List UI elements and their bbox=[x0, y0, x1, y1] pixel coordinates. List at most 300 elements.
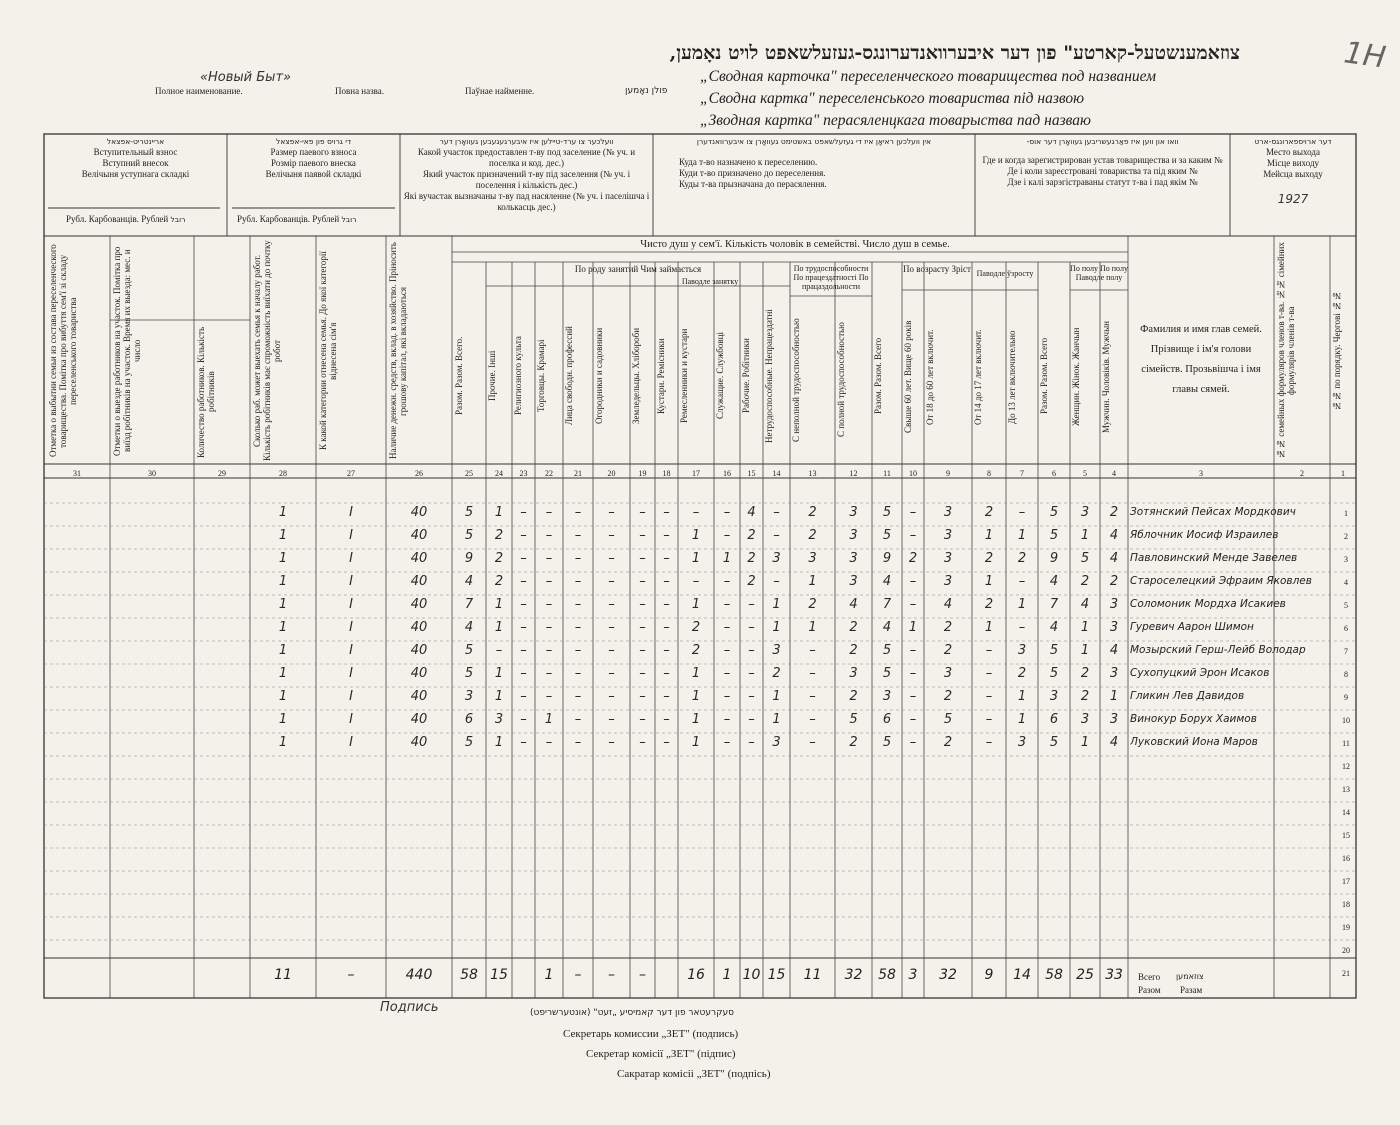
cell-c16: – bbox=[723, 689, 731, 704]
group-by-occupation-by: Паводле занятку bbox=[681, 277, 739, 286]
cell-c25: 5 bbox=[464, 528, 474, 543]
cell-c22: – bbox=[545, 551, 553, 566]
cell-c28: 1 bbox=[278, 689, 288, 704]
entry-fee-ru: Вступительный взнос bbox=[93, 147, 178, 157]
cell-c21: – bbox=[574, 735, 582, 750]
cell-c9: 2 bbox=[943, 620, 953, 635]
family-head-name: Гликин Лев Давидов bbox=[1130, 690, 1245, 702]
departure-by: Мейсца выходу bbox=[1263, 169, 1323, 179]
cell-c8: – bbox=[985, 689, 993, 704]
cell-c10: 1 bbox=[908, 620, 918, 635]
cell-c12: 2 bbox=[849, 689, 858, 704]
cell-c4: 4 bbox=[1109, 528, 1119, 543]
col-24-label: Прочие. Інші bbox=[487, 350, 497, 402]
registration-ru: Где и когда зарегистрирован устав товарищества и за каким № bbox=[982, 155, 1223, 165]
cell-c22: – bbox=[545, 643, 553, 658]
cell-c6: 7 bbox=[1049, 597, 1059, 612]
cell-c10: – bbox=[909, 505, 917, 520]
title-yiddish: צוזאמענשטעל-קארטע" פון דער איבערוואנדערונגס-געזעלשאפט לויט נאָמען, bbox=[669, 42, 1240, 64]
plot-ru: Какой участок предоставлен т-ву под заселение (№ уч. и поселка и код. дес.) bbox=[417, 147, 636, 168]
cell-c18: – bbox=[663, 574, 670, 589]
totals-label-ua: Разом bbox=[1138, 985, 1161, 995]
col-15-label: Рабочие. Робітники bbox=[741, 338, 751, 414]
cell-c15: – bbox=[748, 712, 755, 727]
registration-by: Дзе і калі зарэгістраваны статут т-ва і пад якім № bbox=[1007, 177, 1198, 187]
cell-c13: 1 bbox=[808, 574, 817, 589]
cell-c22: – bbox=[545, 597, 553, 612]
cell-c12: 2 bbox=[849, 620, 858, 635]
cell-c9: 3 bbox=[943, 551, 953, 566]
cell-c9: 2 bbox=[943, 735, 953, 750]
total-c5: 25 bbox=[1076, 967, 1094, 983]
total-c22: 1 bbox=[544, 967, 554, 983]
cell-c25: 4 bbox=[464, 574, 474, 589]
cell-c6: 5 bbox=[1049, 735, 1059, 750]
cell-c26: 40 bbox=[410, 735, 428, 750]
row-number: 8 bbox=[1344, 670, 1348, 679]
total-c10: 3 bbox=[908, 967, 918, 983]
row-number: 7 bbox=[1344, 647, 1348, 656]
col-13-label: С неполной трудоспособностью bbox=[791, 318, 801, 442]
col-20-label: Огородники и садовники bbox=[594, 327, 604, 425]
cell-c15: 2 bbox=[747, 528, 756, 543]
cell-c13: – bbox=[809, 712, 816, 727]
cell-c7: – bbox=[1018, 620, 1026, 635]
cell-c19: – bbox=[639, 643, 646, 658]
total-c28: 11 bbox=[274, 967, 292, 983]
cell-c19: – bbox=[639, 620, 646, 635]
cell-c23: – bbox=[520, 712, 527, 727]
cell-c5: 2 bbox=[1080, 689, 1090, 704]
cell-c23: – bbox=[520, 666, 527, 681]
cell-c20: – bbox=[608, 620, 615, 635]
family-head-name: Соломоник Мордха Исакиев bbox=[1130, 598, 1286, 610]
cell-c7: 3 bbox=[1017, 735, 1027, 750]
cell-c17: 1 bbox=[691, 528, 701, 543]
cell-c19: – bbox=[639, 689, 646, 704]
row-number: 9 bbox=[1344, 693, 1348, 702]
cell-c26: 40 bbox=[410, 712, 428, 727]
destination-ru: Куда т-во назначено к переселению. bbox=[679, 157, 818, 167]
total-c6: 58 bbox=[1045, 967, 1063, 983]
cell-c15: – bbox=[748, 689, 755, 704]
cell-c14: 1 bbox=[772, 597, 781, 612]
col-number: 15 bbox=[747, 469, 756, 478]
cell-c6: 4 bbox=[1049, 574, 1059, 589]
col-4-label: Мужчин. Чоловіків. Мужчын bbox=[1101, 321, 1111, 433]
col-14-label: Нетрудоспособные. Непрацездатні bbox=[764, 309, 774, 443]
cell-c9: 3 bbox=[943, 666, 953, 681]
cell-c8: 2 bbox=[984, 505, 994, 520]
plot-by: Які вучастак вызначаны т-ву пад насяленне (№ уч. і паселішча і колькасць дес.) bbox=[403, 191, 650, 212]
cell-c23: – bbox=[520, 597, 527, 612]
cell-c22: – bbox=[545, 574, 553, 589]
cell-c27: I bbox=[349, 712, 353, 727]
col-16-label: Служащие. Службовці bbox=[715, 332, 725, 420]
col-26-label: Наличие денежн. средств, вклад. в хозяйство. Пріносить грошову капітал, які вкладаються bbox=[388, 242, 408, 460]
col-7-label: До 13 лет включительно bbox=[1007, 330, 1017, 424]
registration-yi: וואו און ווען איז פאַרגעשריבען געוואָרן דער אוס- bbox=[1026, 137, 1179, 146]
destination-yi: אין וועלכען ראיאָן איז די געזעלשאפט באשטימט געוואָרן צו איבערוואנדערן bbox=[696, 137, 932, 146]
cell-c10: – bbox=[909, 689, 917, 704]
cell-c6: 5 bbox=[1049, 643, 1059, 658]
cell-c4: 3 bbox=[1109, 712, 1119, 727]
entry-fee-unit: Рубл. Карбованців. Рублей bbox=[66, 214, 169, 224]
total-c7: 14 bbox=[1013, 967, 1031, 983]
total-c16: 1 bbox=[722, 967, 732, 983]
cell-c17: 1 bbox=[691, 666, 701, 681]
cell-c17: 1 bbox=[691, 689, 701, 704]
col-30-label: Отметки о выезде работников на участок. Помітка про виїзд робітників на участок. Время их выезда: мес. и число bbox=[112, 246, 142, 456]
cell-c20: – bbox=[608, 505, 615, 520]
cell-c20: – bbox=[608, 551, 615, 566]
col-number: 12 bbox=[849, 469, 858, 478]
cell-c18: – bbox=[663, 551, 670, 566]
col-number: 2 bbox=[1300, 469, 1304, 478]
entry-fee-yi: אריינטריט-אפצאל bbox=[106, 137, 165, 146]
cell-c23: – bbox=[520, 735, 527, 750]
handwritten-signature: Подпись bbox=[380, 1000, 439, 1015]
cell-c26: 40 bbox=[410, 551, 428, 566]
cell-c5: 3 bbox=[1080, 712, 1090, 727]
destination-by: Куды т-ва прызначана до перасялення. bbox=[679, 179, 827, 189]
col-2-label: №№ семейных формуляров членов т-ва. №№ сімейних формулярів членів т-ва bbox=[1276, 242, 1296, 460]
cell-c18: – bbox=[663, 597, 670, 612]
cell-c6: 5 bbox=[1049, 666, 1059, 681]
cell-c25: 7 bbox=[464, 597, 474, 612]
cell-c13: 2 bbox=[808, 505, 817, 520]
cell-c18: – bbox=[663, 528, 670, 543]
cell-c18: – bbox=[663, 735, 670, 750]
cell-c24: 1 bbox=[494, 620, 504, 635]
destination-ua: Куди т-во призначено до переселення. bbox=[679, 168, 826, 178]
cell-c16: – bbox=[723, 712, 731, 727]
col-number: 9 bbox=[946, 469, 950, 478]
cell-c8: – bbox=[985, 712, 993, 727]
cell-c20: – bbox=[608, 689, 615, 704]
row-number: 16 bbox=[1342, 854, 1350, 863]
cell-c13: 2 bbox=[808, 597, 817, 612]
cell-c22: – bbox=[545, 666, 553, 681]
cell-c6: 5 bbox=[1049, 528, 1059, 543]
cell-c13: – bbox=[809, 666, 816, 681]
cell-c26: 40 bbox=[410, 620, 428, 635]
cell-c12: 3 bbox=[849, 505, 858, 520]
cell-c12: 3 bbox=[849, 528, 858, 543]
cell-c20: – bbox=[608, 528, 615, 543]
cell-c22: – bbox=[545, 505, 553, 520]
cell-c4: 2 bbox=[1109, 505, 1119, 520]
cell-c28: 1 bbox=[278, 528, 288, 543]
cell-c16: – bbox=[723, 597, 731, 612]
col-22-label: Торговцы. Крамарі bbox=[536, 339, 546, 413]
cell-c20: – bbox=[608, 712, 615, 727]
col-5-label: Женщин. Жінок. Жанчын bbox=[1071, 327, 1081, 427]
cell-c11: 4 bbox=[882, 574, 892, 589]
destination-box bbox=[653, 134, 975, 236]
cell-c14: – bbox=[773, 505, 780, 520]
cell-c16: – bbox=[723, 574, 731, 589]
share-fee-ua: Розмір паевого внеска bbox=[271, 158, 356, 168]
family-head-name: Староселецкий Эфраим Яковлев bbox=[1130, 575, 1312, 587]
col-number: 14 bbox=[772, 469, 781, 478]
cell-c8: 2 bbox=[984, 597, 994, 612]
cell-c10: – bbox=[909, 666, 917, 681]
cell-c28: 1 bbox=[278, 620, 288, 635]
cell-c26: 40 bbox=[410, 574, 428, 589]
total-c4: 33 bbox=[1105, 967, 1123, 983]
total-c25: 58 bbox=[460, 967, 478, 983]
cell-c11: 9 bbox=[882, 551, 892, 566]
cell-c24: 3 bbox=[494, 712, 504, 727]
cell-c5: 1 bbox=[1080, 643, 1090, 658]
cell-c11: 5 bbox=[882, 735, 892, 750]
cell-c4: 4 bbox=[1109, 551, 1119, 566]
cell-c14: 3 bbox=[772, 643, 781, 658]
cell-c15: 2 bbox=[747, 551, 756, 566]
total-c27: – bbox=[347, 967, 355, 983]
cell-c26: 40 bbox=[410, 643, 428, 658]
total-c24: 15 bbox=[490, 967, 508, 983]
cell-c20: – bbox=[608, 597, 615, 612]
cell-c4: 3 bbox=[1109, 620, 1119, 635]
departure-ru: Место выхода bbox=[1266, 147, 1320, 157]
cell-c20: – bbox=[608, 666, 615, 681]
cell-c11: 4 bbox=[882, 620, 892, 635]
plot-box bbox=[400, 134, 653, 236]
col-12-label: С полной трудоспособностью bbox=[836, 322, 846, 438]
cell-c19: – bbox=[639, 528, 646, 543]
cell-c4: 4 bbox=[1109, 643, 1119, 658]
total-c8: 9 bbox=[984, 967, 994, 983]
row-number: 4 bbox=[1344, 578, 1348, 587]
cell-c9: 3 bbox=[943, 528, 953, 543]
title-russian: „Сводная карточка" переселенческого товарищества под названием bbox=[700, 68, 1157, 85]
cell-c15: – bbox=[748, 597, 755, 612]
col-9-label: От 18 до 60 лет включит. bbox=[925, 329, 935, 425]
cell-c22: – bbox=[545, 735, 553, 750]
cell-c5: 3 bbox=[1080, 505, 1090, 520]
col-28-label: Сколько раб. может выехать семья к началу работ. Кількість робітників має спроможність виїхати до почтку робот bbox=[252, 240, 282, 462]
col-19-label: Земледельцы. Хлібороби bbox=[631, 327, 641, 425]
cell-c18: – bbox=[663, 643, 670, 658]
cell-c21: – bbox=[574, 574, 582, 589]
cell-c10: – bbox=[909, 528, 917, 543]
cell-c12: 5 bbox=[849, 712, 858, 727]
row-number: 12 bbox=[1342, 762, 1350, 771]
col-number: 24 bbox=[495, 469, 503, 478]
cell-c13: – bbox=[809, 735, 816, 750]
cell-c19: – bbox=[639, 551, 646, 566]
share-fee-unit: Рубл. Карбованців. Рублей bbox=[237, 214, 340, 224]
col-29-label: Количество работников. Кількість робітників bbox=[196, 326, 216, 458]
col-number: 22 bbox=[545, 469, 553, 478]
entry-fee-unit-yi: רובל bbox=[170, 215, 186, 224]
caption-full-yi: פולן נאָמען bbox=[625, 86, 668, 96]
col-number: 21 bbox=[574, 469, 582, 478]
cell-c18: – bbox=[663, 689, 670, 704]
cell-c16: – bbox=[723, 643, 731, 658]
cell-c14: – bbox=[773, 528, 780, 543]
cell-c5: 1 bbox=[1080, 620, 1090, 635]
cell-c26: 40 bbox=[410, 505, 428, 520]
row-number: 19 bbox=[1342, 923, 1350, 932]
cell-c6: 6 bbox=[1049, 712, 1059, 727]
family-head-name: Сухопуцкий Эрон Исаков bbox=[1130, 667, 1270, 679]
cell-c8: – bbox=[985, 735, 993, 750]
cell-c28: 1 bbox=[278, 712, 288, 727]
cell-c10: – bbox=[909, 597, 917, 612]
cell-c11: 5 bbox=[882, 505, 892, 520]
share-fee-by: Велічыня паявой складкі bbox=[265, 169, 362, 179]
col-number: 4 bbox=[1112, 469, 1116, 478]
cell-c7: 1 bbox=[1017, 689, 1027, 704]
cell-c8: 1 bbox=[984, 620, 994, 635]
share-fee-yi: די גרויס פון פאי-אפצאל bbox=[275, 137, 352, 146]
cell-c4: 3 bbox=[1109, 666, 1119, 681]
col-number: 13 bbox=[808, 469, 817, 478]
caption-full-ru: Полное наименование. bbox=[155, 86, 243, 96]
cell-c15: – bbox=[748, 620, 755, 635]
col-number: 16 bbox=[723, 469, 731, 478]
total-c14: 15 bbox=[767, 967, 786, 983]
total-c17: 16 bbox=[687, 967, 705, 983]
cell-c15: 4 bbox=[747, 505, 756, 520]
cell-c21: – bbox=[574, 505, 582, 520]
cell-c28: 1 bbox=[278, 666, 288, 681]
col-number: 28 bbox=[279, 469, 287, 478]
cell-c18: – bbox=[663, 620, 670, 635]
cell-c27: I bbox=[349, 597, 353, 612]
cell-c10: – bbox=[909, 574, 917, 589]
cell-c6: 3 bbox=[1049, 689, 1059, 704]
cell-c23: – bbox=[520, 620, 527, 635]
registration-box bbox=[975, 134, 1230, 236]
cell-c11: 5 bbox=[882, 528, 892, 543]
cell-c24: 1 bbox=[494, 666, 504, 681]
group-by-occupation: По роду занятий Чим займається bbox=[574, 264, 702, 274]
cell-c21: – bbox=[574, 597, 582, 612]
col-27-label: К какой категории отнесена семья. До якої категорії віднесена сім'я bbox=[318, 251, 338, 451]
registration-ua: Де і коли зареєстровані товариства та під яким № bbox=[1007, 166, 1198, 176]
cell-c20: – bbox=[608, 574, 615, 589]
cell-c5: 2 bbox=[1080, 666, 1090, 681]
cell-c14: 2 bbox=[772, 666, 781, 681]
entry-fee-box bbox=[44, 134, 227, 236]
family-head-name: Луковский Иона Маров bbox=[1130, 736, 1258, 748]
total-c15: 10 bbox=[742, 967, 761, 983]
total-c9: 32 bbox=[939, 967, 957, 983]
row-number: 20 bbox=[1342, 946, 1350, 955]
entry-fee-by: Велічыня уступнага складкі bbox=[81, 169, 190, 179]
cell-c26: 40 bbox=[410, 528, 428, 543]
group-by-sex: По полу По полу Паводле полу bbox=[1070, 264, 1128, 282]
share-fee-ru: Размер паевого взноса bbox=[270, 147, 357, 157]
cell-c14: 1 bbox=[772, 620, 781, 635]
cell-c23: – bbox=[520, 551, 527, 566]
cell-c22: – bbox=[545, 620, 553, 635]
cell-c25: 5 bbox=[464, 643, 474, 658]
col-number: 7 bbox=[1020, 469, 1024, 478]
col-number: 19 bbox=[638, 469, 647, 478]
cell-c16: 1 bbox=[722, 551, 732, 566]
cell-c19: – bbox=[639, 574, 646, 589]
cell-c13: 3 bbox=[808, 551, 817, 566]
cell-c8: 1 bbox=[984, 528, 994, 543]
group-by-age: По возрасту Зріст bbox=[903, 264, 971, 274]
cell-c7: 1 bbox=[1017, 597, 1027, 612]
cell-c22: 1 bbox=[544, 712, 554, 727]
col-number: 10 bbox=[909, 469, 917, 478]
cell-c15: – bbox=[748, 643, 755, 658]
total-c21: – bbox=[574, 967, 582, 983]
family-head-name: Яблочник Иосиф Израилев bbox=[1130, 529, 1279, 541]
family-head-name: Винокур Борух Хаимов bbox=[1130, 713, 1257, 725]
total-c12: 32 bbox=[844, 967, 863, 983]
col-6-label: Разом. Разом. Всего bbox=[1039, 337, 1049, 415]
total-c19: – bbox=[639, 967, 646, 983]
cell-c19: – bbox=[639, 666, 646, 681]
row-number: 5 bbox=[1344, 601, 1348, 610]
cell-c28: 1 bbox=[278, 574, 288, 589]
cell-c27: I bbox=[349, 643, 353, 658]
cell-c25: 9 bbox=[464, 551, 474, 566]
cell-c4: 4 bbox=[1109, 735, 1119, 750]
group-total-souls: Чисто душ у сем'ї. Кількість чоловік в семействі. Число душ в семье. bbox=[640, 239, 950, 250]
cell-c12: 2 bbox=[849, 735, 858, 750]
cell-c16: – bbox=[723, 666, 731, 681]
col-number: 3 bbox=[1199, 469, 1203, 478]
col-number: 1 bbox=[1341, 469, 1345, 478]
cell-c28: 1 bbox=[278, 735, 288, 750]
cell-c21: – bbox=[574, 551, 582, 566]
cell-c26: 40 bbox=[410, 666, 428, 681]
col-number: 18 bbox=[662, 469, 671, 478]
cell-c24: 1 bbox=[494, 689, 504, 704]
col-1-label: №№ по порядку. Чергові №№ bbox=[1332, 291, 1342, 412]
cell-c19: – bbox=[639, 712, 646, 727]
cell-c8: 2 bbox=[984, 551, 994, 566]
row-number: 6 bbox=[1344, 624, 1348, 633]
cell-c15: – bbox=[748, 735, 755, 750]
row-number: 15 bbox=[1342, 831, 1350, 840]
cell-c19: – bbox=[639, 735, 646, 750]
cell-c10: – bbox=[909, 735, 917, 750]
col-23-label: Религиозного культа bbox=[513, 336, 523, 416]
cell-c27: I bbox=[349, 528, 353, 543]
cell-c9: 2 bbox=[943, 643, 953, 658]
plot-ua: Який участок призначений т-ву під заселення (№ уч. і поселення і кількість дес.) bbox=[422, 169, 631, 190]
cell-c17: – bbox=[692, 574, 700, 589]
title-belarusian: „Зводная картка" перасяленцкага товарыства пад назваю bbox=[700, 112, 1091, 129]
row-number: 14 bbox=[1342, 808, 1350, 817]
col-8-label: От 14 до 17 лет включит. bbox=[973, 329, 983, 425]
col-number: 5 bbox=[1083, 469, 1087, 478]
cell-c7: 2 bbox=[1017, 551, 1027, 566]
cell-c9: 3 bbox=[943, 505, 953, 520]
cell-c12: 4 bbox=[849, 597, 858, 612]
family-head-name: Зотянский Пейсах Мордкович bbox=[1130, 506, 1296, 518]
cell-c17: 1 bbox=[691, 712, 701, 727]
row-number: 3 bbox=[1344, 555, 1348, 564]
cell-c15: 2 bbox=[747, 574, 756, 589]
cell-c5: 5 bbox=[1080, 551, 1090, 566]
cell-c9: 3 bbox=[943, 574, 953, 589]
cell-c24: – bbox=[495, 643, 503, 658]
cell-c24: 2 bbox=[494, 528, 504, 543]
cell-c14: – bbox=[773, 574, 780, 589]
cell-c9: 2 bbox=[943, 689, 953, 704]
